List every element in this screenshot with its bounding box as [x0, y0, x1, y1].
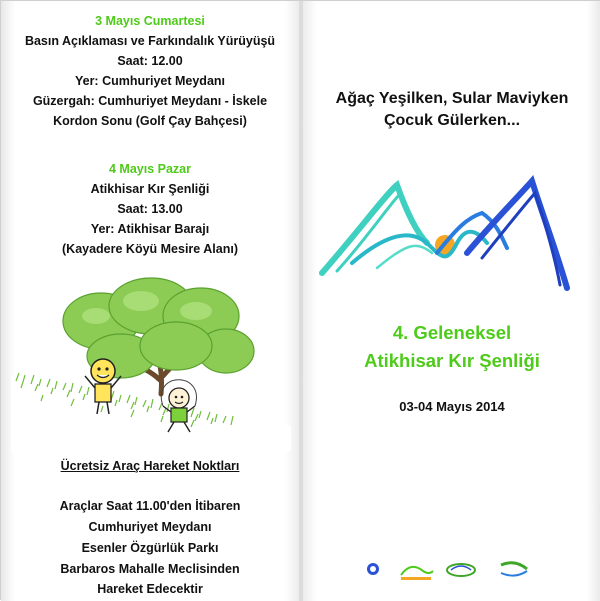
festival-line1: 4. Geleneksel [392, 322, 512, 343]
festival-line2: Atikhisar Kır Şenliği [364, 350, 540, 371]
day2-place: Yer: Atikhisar Barajı [90, 222, 210, 236]
day1-place: Yer: Cumhuriyet Meydanı [74, 74, 226, 88]
day2-time: Saat: 13.00 [117, 202, 183, 216]
day2-place-detail: (Kayadere Köyü Mesire Alanı) [62, 242, 238, 256]
festival-dates: 03-04 Mayıs 2014 [399, 399, 505, 414]
transport-start: Araçlar Saat 11.00'den İtibaren [59, 499, 241, 513]
transport-heading: Ücretsiz Araç Hareket Noktları [60, 459, 240, 473]
right-panel [303, 1, 600, 601]
day1-route-line1: Güzergah: Cumhuriyet Meydanı - İskele [32, 94, 268, 108]
day1-event: Basın Açıklaması ve Farkındalık Yürüyüşü [24, 34, 276, 48]
sponsor-logos [361, 555, 581, 585]
transport-footer: Hareket Edecektir [97, 582, 203, 596]
transport-point-3: Barbaros Mahalle Meclisinden [60, 562, 240, 576]
mountain-logo [317, 173, 587, 298]
day1-time: Saat: 12.00 [117, 54, 183, 68]
slogan-line2: Çocuk Gülerken... [383, 112, 521, 129]
slogan-line1: Ağaç Yeşilken, Sular Maviyken [335, 90, 569, 107]
transport-point-1: Cumhuriyet Meydanı [88, 520, 212, 534]
day2-event: Atikhisar Kır Şenliği [90, 182, 210, 196]
day1-date: 3 Mayıs Cumartesi [95, 14, 205, 28]
transport-point-2: Esenler Özgürlük Parkı [81, 541, 219, 555]
day2-date: 4 Mayıs Pazar [109, 162, 191, 176]
day1-route-line2: Kordon Sonu (Golf Çay Bahçesi) [53, 114, 247, 128]
left-panel [1, 1, 299, 601]
tree-illustration [11, 276, 291, 451]
